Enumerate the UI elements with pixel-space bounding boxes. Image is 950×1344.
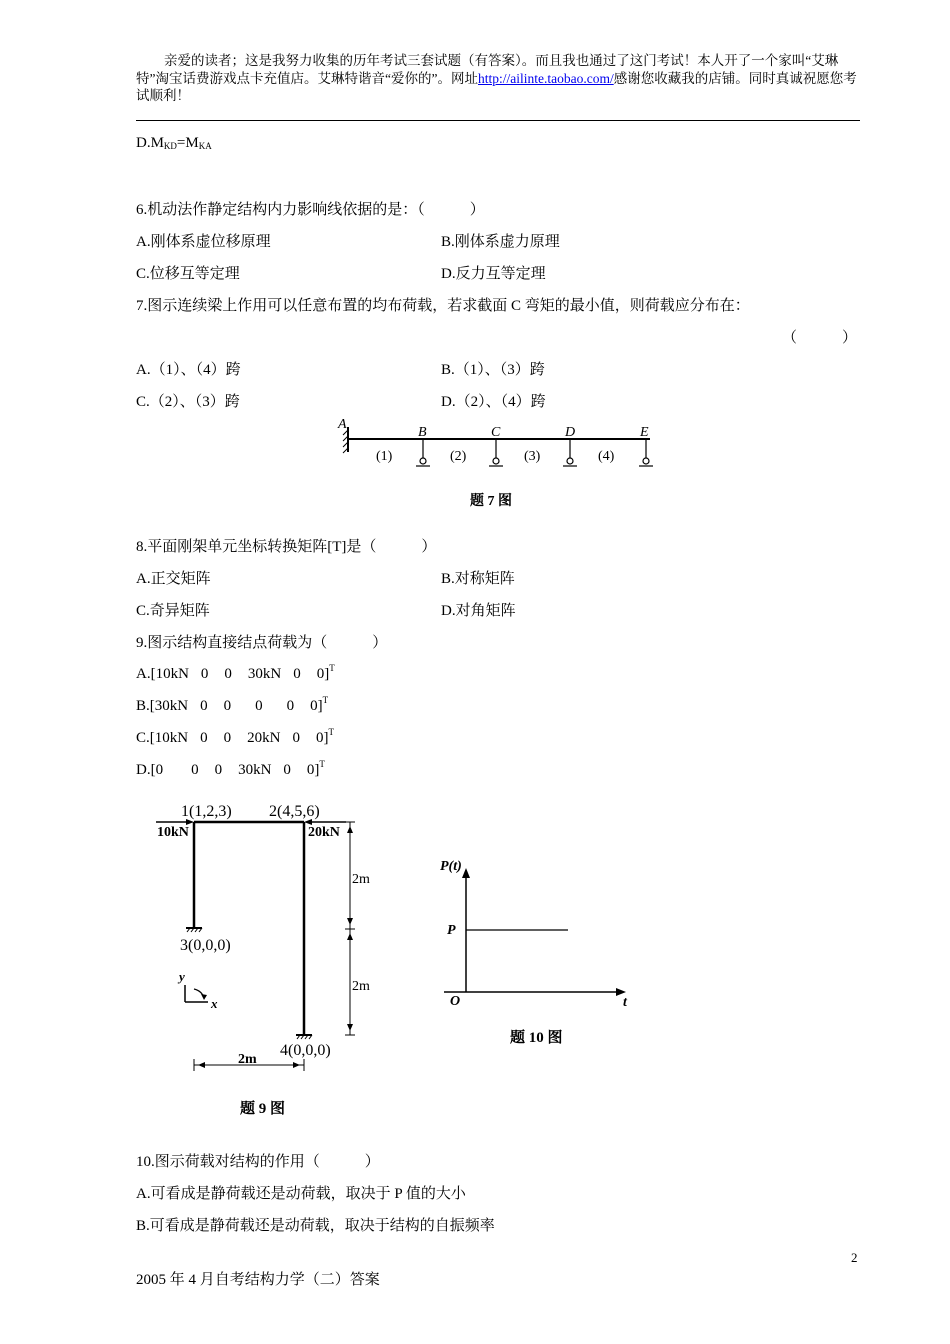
span-3-label: (3) [524, 449, 541, 464]
node-e-label: E [640, 425, 649, 440]
q9-stem: 9.图示结构直接结点荷载为（ ） [136, 635, 388, 651]
q9-option-a: A.[10kN 0 0 30kN 0 0]$^T$ [136, 663, 335, 682]
q6-option-d: D.反力互等定理 [441, 266, 546, 282]
node-d-label: D [565, 425, 576, 440]
graph-ylabel: P(t) [440, 859, 462, 874]
node-3-label: 3(0,0,0) [180, 937, 231, 954]
node-a-label: A [338, 417, 347, 432]
q8-stem: 8.平面刚架单元坐标转换矩阵[T]是（ ） [136, 539, 437, 555]
footer-title: 2005 年 4 月自考结构力学（二）答案 [136, 1272, 380, 1288]
node-4-label: 4(0,0,0) [280, 1042, 331, 1059]
q10-stem: 10.图示荷载对结构的作用（ ） [136, 1154, 380, 1170]
node-2-label: 2(4,5,6) [269, 803, 320, 820]
q6-option-c: C.位移互等定理 [136, 266, 240, 282]
q9-option-c: C.[10kN 0 0 20kN 0 0]$^T$ [136, 727, 334, 746]
q8-option-b: B.对称矩阵 [441, 571, 515, 587]
header-note [136, 52, 860, 105]
graph-origin-label: O [450, 994, 461, 1009]
figure-10-load-graph [430, 850, 640, 1050]
q8-option-a: A.正交矩阵 [136, 571, 211, 587]
figure-9-caption: 题 9 图 [240, 1101, 286, 1117]
span-4-label: (4) [598, 449, 615, 464]
dim-2m-top: 2m [352, 872, 370, 887]
figure-10-caption: 题 10 图 [510, 1030, 563, 1046]
q7-option-c: C.（2）、（3）跨 [136, 394, 240, 410]
q7-option-d: D.（2）、（4）跨 [441, 394, 546, 410]
dim-2m-bottom: 2m [352, 979, 370, 994]
graph-level-label: P [447, 923, 456, 938]
axis-x-label: x [211, 996, 218, 1011]
node-b-label: B [418, 425, 427, 440]
q9-option-b: B.[30kN 0 0 0 0 0]$^T$ [136, 695, 329, 714]
q8-option-d: D.对角矩阵 [441, 603, 516, 619]
q7-option-a: A.（1）、（4）跨 [136, 362, 241, 378]
header-rule [136, 120, 860, 121]
span-2-label: (2) [450, 449, 467, 464]
q10-option-a: A.可看成是静荷载还是动荷载，取决于 P 值的大小 [136, 1186, 466, 1202]
graph-xlabel: t [623, 995, 627, 1010]
header-text: 亲爱的读者；这是我努力收集的历年考试三套试题（有答案）。而且我也通过了这门考试！本人开了一个家叫“艾琳特”淘宝话费游戏点卡充值店。艾琳特谐音“爱你的”。网址 [136, 53, 839, 86]
figure-7-continuous-beam [330, 414, 670, 514]
q7-stem: 7.图示连续梁上作用可以任意布置的均布荷载，若求截面 C 弯矩的最小值，则荷载应分布在： [136, 298, 750, 314]
page-number: 2 [851, 1250, 858, 1265]
figure-9-frame [150, 795, 400, 1125]
figure-7-caption: 题 7 图 [470, 494, 512, 509]
q6-option-b: B.刚体系虚力原理 [441, 234, 560, 250]
shop-link[interactable]: http://ailinte.taobao.com/ [477, 70, 614, 86]
axis-y-label: y [179, 969, 185, 984]
q6-option-a: A.刚体系虚位移原理 [136, 234, 271, 250]
node-1-label: 1(1,2,3) [181, 803, 232, 820]
q7-option-b: B.（1）、（3）跨 [441, 362, 545, 378]
dim-2m-width: 2m [238, 1052, 257, 1067]
q6-stem: 6.机动法作静定结构内力影响线依据的是：（ ） [136, 202, 485, 218]
q9-option-d: D.[0 0 0 30kN 0 0]$^T$ [136, 759, 325, 778]
node-c-label: C [491, 425, 501, 440]
load-20kn-label: 20kN [308, 825, 340, 840]
q7-answer-paren: （ ） [782, 330, 858, 346]
span-1-label: (1) [376, 449, 393, 464]
q10-option-b: B.可看成是静荷载还是动荷载，取决于结构的自振频率 [136, 1218, 495, 1234]
q5-option-d: $D.M_{KD}=M_{KA}$ [136, 135, 212, 151]
q8-option-c: C.奇异矩阵 [136, 603, 210, 619]
header-text-end: 感谢您收藏我的店铺。同时真诚祝愿您考试顺利！ [136, 70, 857, 103]
load-10kn-label: 10kN [157, 825, 189, 840]
